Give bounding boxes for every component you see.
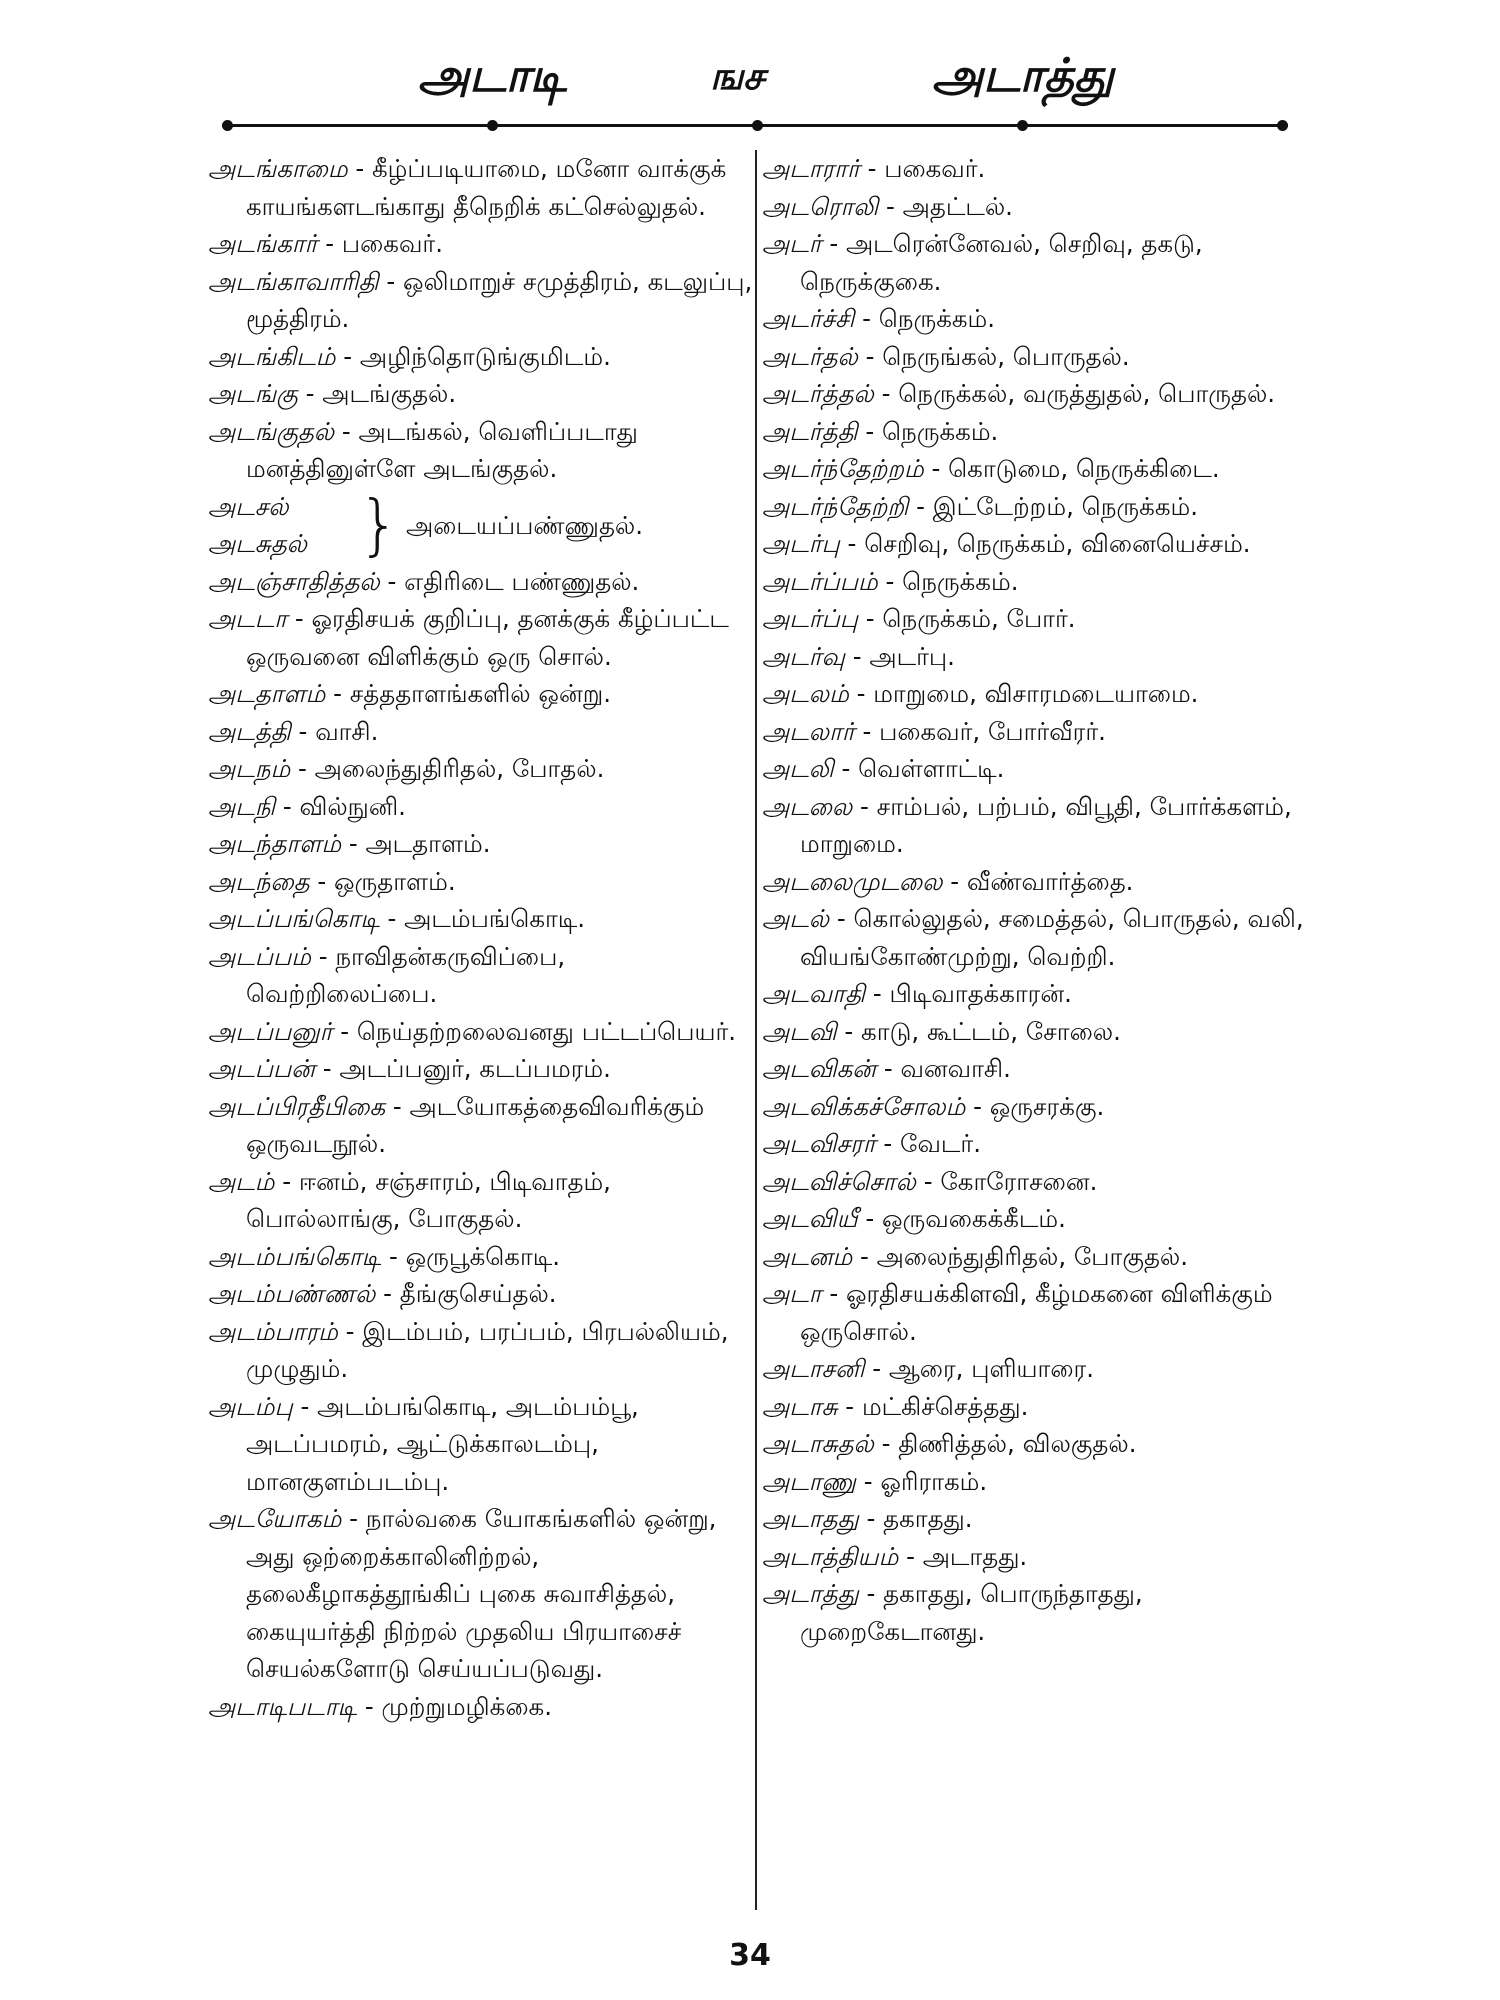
left-column — [208, 150, 754, 1725]
definition: அடப்பனுர், கடப்பமரம். — [339, 1054, 611, 1083]
headword: அடங்கிடம் — [208, 341, 336, 371]
headword: அடலம் — [762, 679, 849, 708]
entry-separator: - — [857, 1204, 883, 1233]
entry-separator: - — [908, 491, 933, 521]
page-number-tamil: ஙச — [710, 54, 765, 98]
definition: வீண்வார்த்தை. — [966, 866, 1134, 896]
definition: கொடுமை, நெருக்கிடை. — [948, 454, 1220, 483]
entry-separator: - — [381, 1241, 406, 1271]
definition: அழிந்தொடுங்குமிடம். — [359, 341, 611, 371]
headword: அடாதது — [762, 1504, 859, 1533]
definition: செறிவு, நெருக்கம், வினையெச்சம். — [864, 529, 1251, 558]
entry-separator: - — [347, 154, 372, 183]
dictionary-entry — [208, 1275, 754, 1313]
entry-separator: - — [877, 566, 903, 596]
headword: அடர்ப்பு — [762, 604, 858, 633]
headword: அடர் — [762, 229, 822, 258]
headword: அடவிச்சொல் — [762, 1166, 916, 1196]
definition: அதட்டல். — [902, 191, 1013, 221]
definition: நாவிதன்கருவிப்பை, வெற்றிலைப்பை. — [246, 941, 566, 1008]
headword: அடல் — [762, 904, 830, 933]
headword: அடப்பங்கொடி — [208, 904, 380, 933]
last-guide-word: அடாத்து — [932, 48, 1114, 102]
entry-separator: - — [875, 1129, 901, 1158]
definition: அடதாளம். — [365, 829, 491, 858]
definition: நெய்தற்றலைவனது பட்டப்பெயர். — [356, 1016, 737, 1046]
definition: வெள்ளாட்டி. — [858, 754, 1005, 783]
headword: அடநி — [208, 791, 276, 821]
entry-separator: - — [854, 304, 879, 333]
dictionary-entry — [762, 1350, 1308, 1388]
dictionary-entry — [208, 1688, 754, 1726]
column-divider — [755, 150, 757, 1910]
definition: முற்றுமழிக்கை. — [381, 1691, 552, 1721]
headword: அடப்பம் — [208, 941, 311, 971]
headword: அடாத்து — [762, 1579, 859, 1608]
entry-separator: - — [876, 1054, 901, 1083]
headword: அடாரார் — [762, 154, 860, 183]
first-guide-word: அடாடி — [418, 48, 567, 102]
dictionary-entry — [208, 338, 754, 376]
definition: அடையப்பண்ணுதல். — [406, 510, 644, 540]
definition: நெருக்கம், போர். — [882, 604, 1076, 633]
dictionary-entry — [208, 900, 754, 938]
headword: அடர்தல் — [762, 341, 858, 371]
dictionary-entry — [762, 1463, 1308, 1501]
dictionary-entry — [762, 1500, 1308, 1538]
definition: அலைந்துதிரிதல், போதல். — [314, 754, 605, 783]
entry-separator: - — [274, 1166, 299, 1196]
entry-separator: - — [297, 379, 323, 408]
dictionary-entry — [762, 600, 1308, 638]
rule-ornament-dot — [222, 120, 233, 131]
dictionary-entry — [208, 750, 754, 788]
entry-separator: - — [821, 1279, 846, 1308]
dictionary-entry — [208, 225, 754, 263]
entry-separator: - — [854, 716, 880, 746]
entry-separator: - — [833, 754, 859, 783]
dictionary-entry — [762, 788, 1308, 863]
headword: அடம் — [208, 1166, 275, 1196]
entry-separator: - — [379, 566, 405, 596]
entry-separator: - — [878, 191, 903, 221]
definition: ஓரிராகம். — [880, 1466, 988, 1496]
definition: நால்வகை யோகங்களில் ஒன்று, அது ஒற்றைக்காலினிற்றல், தலைகீழாகத்தூங்கிப் புகை சுவாசித்தல், கையுயர்த்தி நிற்றல் முதலிய பிரயாசைச் செயல்களோடு செய்யப்படுவது. — [246, 1504, 717, 1683]
entry-separator: - — [341, 829, 366, 858]
entry-separator: - — [292, 1391, 318, 1421]
headword: அடநம் — [208, 754, 291, 783]
entry-separator: - — [314, 1054, 340, 1083]
dictionary-entry — [208, 863, 754, 901]
definition: அடயோகத்தைவிவரிக்கும் ஒருவடநூல். — [246, 1091, 705, 1158]
entry-separator: - — [873, 379, 899, 408]
headword: அடலார் — [762, 716, 855, 746]
definition: ஒருவகைக்கீடம். — [882, 1204, 1066, 1233]
definition: திணித்தல், விலகுதல். — [898, 1429, 1137, 1458]
definition: கீழ்ப்படியாமை, மனோ வாக்குக் காயங்களடங்காது தீநெறிக் கட்செல்லுதல். — [246, 154, 727, 221]
dictionary-entry — [208, 413, 754, 488]
definition: ஒருபூக்கொடி. — [405, 1241, 561, 1271]
headword: அடர்வு — [762, 641, 845, 671]
definition: சத்ததாளங்களில் ஒன்று. — [349, 679, 611, 708]
dictionary-entry — [208, 1500, 754, 1688]
definition: ஒருதாளம். — [334, 866, 456, 896]
dictionary-entry — [762, 563, 1308, 601]
entry-separator: - — [898, 1541, 923, 1571]
entry-separator: - — [852, 791, 877, 821]
definition: இட்டேற்றம், நெருக்கம். — [932, 491, 1198, 521]
headword: அடப்பிரதீபிகை — [208, 1091, 386, 1121]
headword: அடவிகன் — [762, 1054, 877, 1083]
entry-separator: - — [864, 1354, 889, 1383]
dictionary-entry — [208, 375, 754, 413]
headword: அடாடிபடாடி — [208, 1691, 358, 1721]
definition: நெருங்கல், பொருதல். — [882, 341, 1130, 371]
headword: அடனம் — [762, 1241, 853, 1271]
dictionary-entry — [762, 1238, 1308, 1276]
definition: இடம்பம், பரப்பம், பிரபல்லியம், முழுதும். — [246, 1316, 729, 1383]
entry-separator: - — [855, 1466, 881, 1496]
dictionary-entry — [208, 150, 754, 225]
definition: வில்நுனி. — [299, 791, 406, 821]
definition: அடம்பங்கொடி. — [404, 904, 586, 933]
dictionary-entry — [762, 188, 1308, 226]
definition: எதிரிடை பண்ணுதல். — [404, 566, 640, 596]
entry-separator: - — [275, 791, 300, 821]
entry-separator: - — [837, 1391, 862, 1421]
headword: அடவி — [762, 1016, 837, 1046]
entry-separator: - — [309, 866, 335, 896]
headword: அடங்காவாரிதி — [208, 266, 379, 296]
entry-separator: - — [290, 754, 315, 783]
definition: அடம்பங்கொடி, அடம்பம்பூ, அடப்பமரம், ஆட்டுக்காலடம்பு, மானகுளம்படம்பு. — [246, 1391, 639, 1496]
dictionary-entry — [762, 375, 1308, 413]
dictionary-entry — [762, 1013, 1308, 1051]
definition: ஒலிமாறுச் சமுத்திரம், கடலுப்பு, மூத்திரம். — [246, 266, 753, 333]
entry-separator: - — [858, 1579, 884, 1608]
dictionary-entry — [762, 713, 1308, 751]
entry-separator: - — [310, 941, 336, 971]
definition: வாசி. — [315, 716, 379, 746]
entry-separator: - — [858, 1504, 884, 1533]
dictionary-entry — [762, 1575, 1308, 1650]
headword: அடந்தாளம் — [208, 829, 342, 858]
headword: அடர்ந்தேற்றம் — [762, 454, 924, 483]
entry-separator: - — [341, 1504, 366, 1533]
entry-separator: - — [357, 1691, 382, 1721]
page-number: 34 — [729, 1938, 771, 1973]
dictionary-entry — [208, 563, 754, 601]
headword: அடடா — [208, 604, 288, 633]
headword: அடலைமுடலை — [762, 866, 943, 896]
headword: அடம்பங்கொடி — [208, 1241, 382, 1271]
headword: அடங்கார் — [208, 229, 318, 258]
entry-separator: - — [385, 1091, 410, 1121]
grouping-brace: } — [358, 485, 400, 563]
running-head — [0, 40, 1500, 110]
dictionary-entry — [762, 1125, 1308, 1163]
dictionary-entry — [762, 1388, 1308, 1426]
dictionary-entry — [762, 300, 1308, 338]
entry-separator: - — [839, 529, 865, 558]
headword: அடதாளம் — [208, 679, 326, 708]
headword: அடாசு — [762, 1391, 838, 1421]
definition: நெருக்கம். — [881, 416, 999, 446]
entry-separator: - — [290, 716, 316, 746]
dictionary-entry — [762, 488, 1308, 526]
rule-ornament-dot — [1277, 120, 1288, 131]
rule-ornament-dot — [752, 120, 763, 131]
headword: அடர்த்தல் — [762, 379, 874, 408]
dictionary-entry — [208, 263, 754, 338]
definition: அடாதது. — [922, 1541, 1028, 1571]
entry-separator: - — [859, 154, 885, 183]
definition: நெருக்கம். — [878, 304, 996, 333]
entry-separator: - — [836, 1016, 862, 1046]
headword: அடங்காமை — [208, 154, 348, 183]
dictionary-entry — [208, 713, 754, 751]
definition: சாம்பல், பற்பம், விபூதி, போர்க்களம், மாறுமை. — [800, 791, 1292, 858]
dictionary-entry — [762, 1088, 1308, 1126]
entry-separator: - — [375, 1279, 400, 1308]
headword: அடா — [762, 1279, 822, 1308]
dictionary-entry — [762, 638, 1308, 676]
headword: அடத்தி — [208, 716, 291, 746]
dictionary-entry — [762, 450, 1308, 488]
headword: அடஞ்சாதித்தல் — [208, 566, 380, 596]
entry-separator: - — [332, 1016, 357, 1046]
header-rule — [222, 120, 1288, 130]
headword: அடம்பு — [208, 1391, 293, 1421]
entry-separator: - — [873, 1429, 899, 1458]
entry-separator: - — [844, 641, 870, 671]
headword: அடாசுதல் — [762, 1429, 874, 1458]
entry-separator: - — [865, 979, 890, 1008]
headword: அடசல் — [208, 491, 289, 521]
headword: அடவிசரர் — [762, 1129, 876, 1158]
definition: ஒருசரக்கு. — [989, 1091, 1105, 1121]
dictionary-entry — [208, 1088, 754, 1163]
headword: அடந்தை — [208, 866, 310, 896]
definition: பகைவர். — [341, 229, 444, 258]
headword: அடலி — [762, 754, 834, 783]
headword: அடம்பண்ணல் — [208, 1279, 376, 1308]
entry-separator: - — [942, 866, 967, 896]
definition: நெருக்கல், வருத்துதல், பொருதல். — [898, 379, 1276, 408]
headword: அடங்குதல் — [208, 416, 335, 446]
definition: கோரோசனை. — [940, 1166, 1098, 1196]
dictionary-entry — [762, 975, 1308, 1013]
definition: நெருக்கம். — [902, 566, 1019, 596]
dictionary-entry — [762, 1050, 1308, 1088]
entry-separator: - — [852, 1241, 877, 1271]
headword: அடவியீ — [762, 1204, 858, 1233]
definition: அடர்பு. — [869, 641, 955, 671]
dictionary-entry — [208, 825, 754, 863]
definition: பகைவர். — [884, 154, 986, 183]
dictionary-entry — [762, 1538, 1308, 1576]
dictionary-entry — [762, 863, 1308, 901]
entry-separator: - — [287, 604, 312, 633]
dictionary-entry — [208, 1163, 754, 1238]
headword: அடசுதல் — [208, 528, 308, 558]
headword: அடர்ந்தேற்றி — [762, 491, 909, 521]
headword: அடவிக்கச்சோலம் — [762, 1091, 966, 1121]
dictionary-entry — [762, 525, 1308, 563]
dictionary-entry — [762, 1200, 1308, 1238]
entry-separator: - — [317, 229, 342, 258]
definition: அடங்குதல். — [322, 379, 457, 408]
definition: அடங்கல், வெளிப்படாது மனத்தினுள்ளே அடங்குதல். — [246, 416, 638, 483]
entry-separator: - — [923, 454, 949, 483]
headword: அடப்பன் — [208, 1054, 315, 1083]
dictionary-entry — [762, 900, 1308, 975]
rule-ornament-dot — [487, 120, 498, 131]
headword: அடர்ப்பம் — [762, 566, 878, 596]
headword: அடாசனி — [762, 1354, 865, 1383]
entry-separator: - — [829, 904, 854, 933]
dictionary-entry — [208, 1313, 754, 1388]
definition: காடு, கூட்டம், சோலை. — [861, 1016, 1121, 1046]
definition: பகைவர், போர்வீரர். — [879, 716, 1106, 746]
dictionary-entry — [762, 338, 1308, 376]
entry-separator: - — [965, 1091, 990, 1121]
dictionary-entry — [762, 150, 1308, 188]
definition: கொல்லுதல், சமைத்தல், பொருதல், வலி, வியங்கோண்முற்று, வெற்றி. — [800, 904, 1304, 971]
rule-ornament-dot — [1017, 120, 1028, 131]
dictionary-entry — [762, 1163, 1308, 1201]
dictionary-entry — [208, 788, 754, 826]
definition: பிடிவாதக்காரன். — [889, 979, 1072, 1008]
entry-separator: - — [378, 266, 404, 296]
dictionary-entry — [208, 1388, 754, 1501]
entry-separator: - — [379, 904, 405, 933]
headword: அடரொலி — [762, 191, 879, 221]
headword: அடர்பு — [762, 529, 840, 558]
dictionary-entry — [208, 938, 754, 1013]
entry-separator: - — [325, 679, 350, 708]
definition: மாறுமை, விசாரமடையாமை. — [873, 679, 1199, 708]
definition: ஓரதிசயக் குறிப்பு, தனக்குக் கீழ்ப்பட்ட ஒருவனை விளிக்கும் ஒரு சொல். — [246, 604, 729, 671]
entry-separator: - — [915, 1166, 941, 1196]
definition: அலைந்துதிரிதல், போகுதல். — [876, 1241, 1189, 1271]
headword: அடம்பாரம் — [208, 1316, 338, 1346]
entry-separator: - — [857, 341, 883, 371]
dictionary-entry — [762, 413, 1308, 451]
dictionary-entry — [208, 675, 754, 713]
headword: அடவாதி — [762, 979, 866, 1008]
entry-separator: - — [334, 416, 359, 446]
headword: அடாணு — [762, 1466, 856, 1496]
entry-separator: - — [337, 1316, 363, 1346]
definition: தீங்குசெய்தல். — [399, 1279, 557, 1308]
definition: தகாதது, பொருந்தாதது, முறைகேடானது. — [800, 1579, 1143, 1646]
definition: வனவாசி. — [900, 1054, 1011, 1083]
dictionary-entry — [762, 1425, 1308, 1463]
dictionary-entry — [762, 675, 1308, 713]
headword: அடப்பனுர் — [208, 1016, 333, 1046]
right-column — [762, 150, 1308, 1650]
headword: அடர்ச்சி — [762, 304, 855, 333]
definition: ஓரதிசயக்கிளவி, கீழ்மகனை விளிக்கும் ஒருசொல். — [800, 1279, 1273, 1346]
headword: அடங்கு — [208, 379, 298, 408]
definition: ஆரை, புளியாரை. — [888, 1354, 1094, 1383]
headword: அடலை — [762, 791, 853, 821]
headword: அடாத்தியம் — [762, 1541, 899, 1571]
dictionary-entry — [208, 1013, 754, 1051]
definition: வேடர். — [900, 1129, 981, 1158]
dictionary-entry — [762, 750, 1308, 788]
dictionary-entry — [208, 1238, 754, 1276]
dictionary-entry — [208, 1050, 754, 1088]
entry-separator: - — [335, 341, 360, 371]
definition: அடரென்னேவல், செறிவு, தகடு, நெருக்குகை. — [800, 229, 1203, 296]
definition: தகாதது. — [883, 1504, 973, 1533]
headword: அடர்த்தி — [762, 416, 858, 446]
dictionary-entry — [762, 1275, 1308, 1350]
dictionary-entry — [762, 225, 1308, 300]
entry-separator: - — [857, 416, 882, 446]
headword: அடயோகம் — [208, 1504, 342, 1533]
definition: ஈனம், சஞ்சாரம், பிடிவாதம், பொல்லாங்கு, போகுதல். — [246, 1166, 611, 1233]
entry-separator: - — [821, 229, 846, 258]
entry-separator: - — [848, 679, 874, 708]
entry-separator: - — [858, 604, 883, 633]
definition: மட்கிச்செத்தது. — [861, 1391, 1029, 1421]
dictionary-entry — [208, 485, 754, 563]
dictionary-entry — [208, 600, 754, 675]
